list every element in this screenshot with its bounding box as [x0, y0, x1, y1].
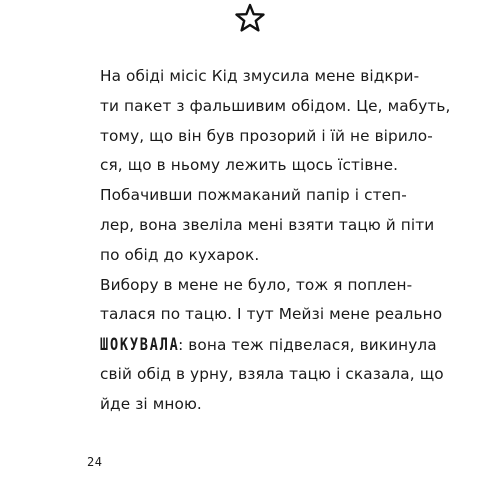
- text-line: йде зі мною.: [100, 394, 202, 413]
- text-line: ти пакет з фальшивим обідом. Це, мабуть,: [100, 96, 451, 115]
- text-line: Побачивши пожмаканий папір і степ-: [100, 186, 407, 205]
- text-line: ся, що в ньому лежить щось їстівне.: [100, 156, 399, 175]
- text-line: Вибору в мене не було, тож я поплен-: [100, 275, 413, 294]
- text-line: тому, що він був прозорий і їй не вірило-: [100, 126, 433, 145]
- text-line: На обіді місіс Кід змусила мене відкри-: [100, 67, 420, 85]
- text-line: по обід до кухарок.: [100, 245, 260, 264]
- text-line: свій обід в урну, взяла тацю і сказала, що: [100, 364, 444, 383]
- emphasis-word: ШОКУВАЛА: [100, 335, 180, 355]
- body-text: [100, 62, 451, 420]
- star-outline-icon: [234, 2, 266, 34]
- page-number: 24: [87, 455, 103, 469]
- text-line: лер, вона звеліла мені взяти тацю й піти: [100, 215, 435, 234]
- text-line-emphasis: [100, 330, 437, 360]
- emphasis-rest: : вона теж підвелася, викинула: [178, 336, 437, 355]
- text-line: талася по тацю. І тут Мейзі мене реально: [100, 305, 443, 324]
